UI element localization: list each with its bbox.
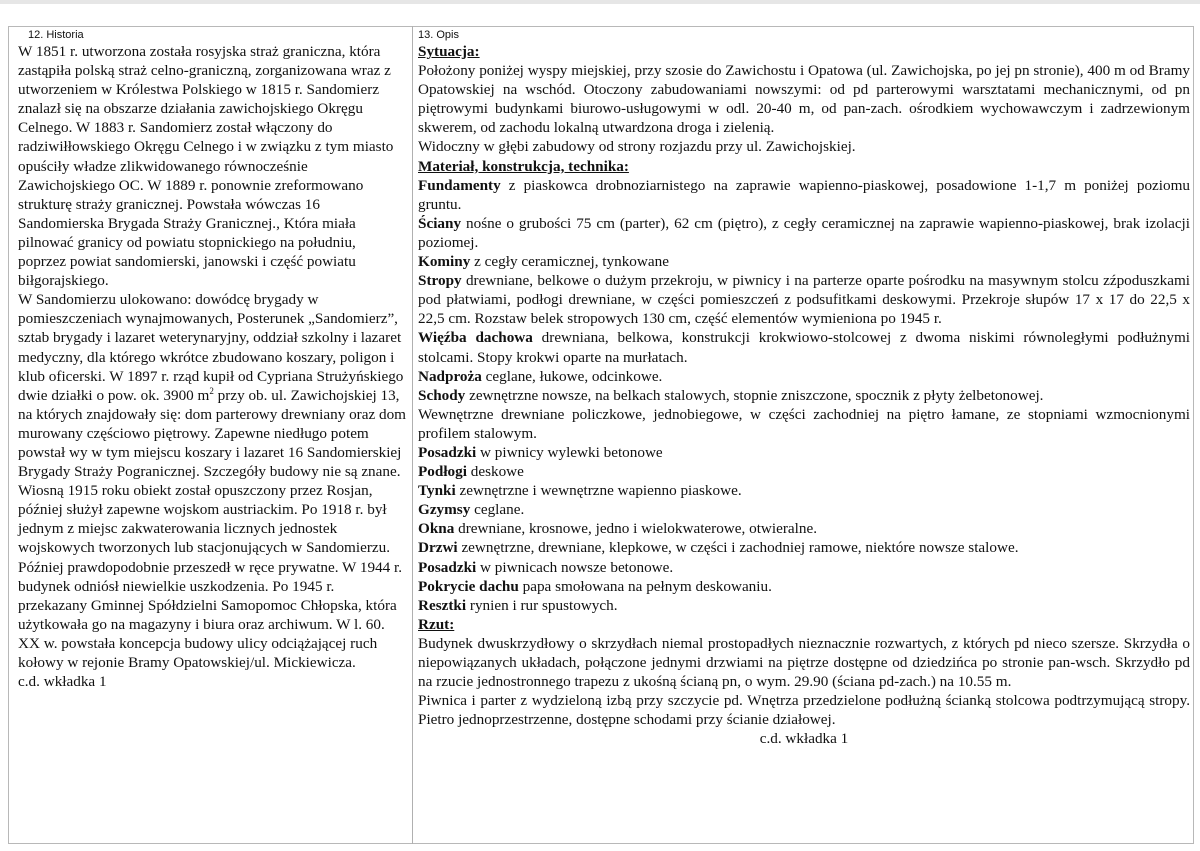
construction-item-text: rynien i rur spustowych. [466, 596, 618, 614]
construction-item-term: Drzwi [418, 539, 458, 557]
construction-item [418, 176, 1190, 214]
construction-item-term: Nadproża [418, 367, 482, 385]
construction-item-text: drewniana, belkowa, konstrukcji krokwiowo-stolcowej z dwoma niskimi równoległymi podłużnymi stolcami. Stopy krokwi oparte na murłatach. [418, 329, 1191, 366]
construction-item [418, 462, 1190, 481]
plan-text-1: Budynek dwuskrzydłowy o skrzydłach niemal prostopadłych nieznacznie rozwartych, z których pd nieco szersze. Skrzydła o niepowiązanych układach, połączone jednymi drzwiami na piętrze dostępne od dziedzińca po stronie pan-wsch. Skrzydło pd na rzucie jednostronnego trapezu z ukośną ścianą pn, o wym. 29.90 (ściana pd-zach.) na 10.55 m. [418, 634, 1190, 691]
construction-item-term: Pokrycie dachu [418, 577, 519, 595]
plan-heading: Rzut: [418, 615, 455, 633]
history-paragraph-2 [18, 290, 406, 672]
construction-item-term: Gzymsy [418, 501, 471, 519]
construction-item-text: zewnętrzne, drewniane, klepkowe, w części i zachodniej ramowe, niektóre nowsze stalowe. [457, 539, 1019, 557]
construction-item-term: Podłogi [418, 463, 467, 481]
construction-item-text: Wewnętrzne drewniane policzkowe, jednobiegowe, w części zachodniej na piętro łamane, ze stopniami wzmocnionymi profilem stalowym. [418, 405, 1190, 442]
construction-item [418, 252, 1190, 271]
construction-item-text: z piaskowca drobnoziarnistego na zaprawie wapienno-piaskowej, posadowione 1-1,7 m poniżej poziomu gruntu. [418, 176, 1190, 213]
construction-item [418, 538, 1190, 557]
history-paragraph-2-part-b: przy ob. ul. Zawichojskiej 13, na których znajdowały się: dom parterowy drewniany oraz dom murowany częściowo piętrowy. Zapewne niedługo potem powstał wy w tym miejscu koszary i lazaret 16 Sandomierskiej Brygady Straży Pogranicznej. Szczegóły budowy nie są znane. Wiosną 1915 roku obiekt został opuszczony przez Rosjan, później służył zapewne wojskom austriackim. Po 1918 r. był jednym z miejsc zakwaterowania licznych jednostek wojskowych tworzonych lub stacjonujących w Sandomierzu. Później prawdopodobnie przeszedł w ręce prywatne. W 1944 r. budynek odniósł niewielkie uszkodzenia. Po 1945 r. przekazany Gminnej Spółdzielni Samopomoc Chłopska, która użytkowała go na magazyny i biura oraz archiwum. W l. 60. XX w. powstała koncepcja budowy ulicy odciążającej ruch kołowy w rejonie Bramy Opatowskiej/ul. Mickiewicza. [18, 386, 407, 671]
situation-text-1: Położony poniżej wyspy miejskiej, przy szosie do Zawichostu i Opatowa (ul. Zawichojska, po jej pn stronie), 400 m od Bramy Opatowskiej na wschód. Otoczony zabudowaniami nowszymi: od pd parterowymi warsztatami mechanicznymi, od pn piętrowymi budynkami biurowo-usługowymi w odl. 20-40 m, od pan-zach. ośrodkiem wychowawczym i zadrzewionym skwerem, od zachodu lokalną utwardzona droga i zielenią. [418, 62, 1190, 137]
construction-item-text: z cegły ceramicznej, tynkowane [470, 253, 669, 271]
history-continued: c.d. wkładka 1 [18, 673, 107, 691]
description-text [418, 42, 1190, 748]
construction-item-text: deskowe [466, 463, 524, 481]
construction-item-term: Stropy [418, 272, 462, 290]
construction-item-text: nośne o grubości 75 cm (parter), 62 cm (piętro), z cegły ceramicznej na zaprawie wapienno-piaskowej, brak izolacji poziomej. [418, 214, 1190, 251]
construction-item [418, 500, 1190, 519]
construction-item-term: Fundamenty [418, 176, 501, 194]
construction-item-term: Schody [418, 386, 466, 404]
construction-item [418, 367, 1190, 386]
construction-item-term: Ściany [418, 214, 462, 232]
construction-item [418, 558, 1190, 577]
construction-item-term: Tynki [418, 482, 456, 500]
construction-item-text: papa smołowana na pełnym deskowaniu. [518, 577, 772, 595]
construction-item [418, 271, 1190, 328]
construction-item-term: Resztki [418, 596, 467, 614]
column-divider [412, 26, 413, 844]
history-text [18, 42, 406, 691]
plan-text-2: Piwnica i parter z wydzieloną izbą przy szczycie pd. Wnętrza przedzielone podłużną ścianką stolcowa podtrzymującą stropy. Pietro jednoprzestrzenne, dostępne schodami przy ścianie działowej. [418, 692, 1190, 729]
construction-item-text: zewnętrzne i wewnętrzne wapienno piaskowe. [455, 482, 742, 500]
construction-list [418, 176, 1190, 615]
history-header: 12. Historia [28, 29, 84, 41]
construction-item [418, 386, 1190, 405]
history-paragraph-1: W 1851 r. utworzona została rosyjska straż graniczna, która zastąpiła polską straż celno-graniczną, zorganizowana wraz z utworzeniem w Królestwa Polskiego w 1815 r. Sandomierz znalazł się na obszarze działania zawichojskiego Okręgu Celnego. W 1883 r. Sandomierz został włączony do radziwiłłowskiego Okręgu Celnego i w związku z tym miasto opuściły władze zlikwidowanego równocześnie Zawichojskiego OC. W 1889 r. ponownie zreformowano strukturę straży granicznej. Powstała wówczas 16 Sandomierska Brygada Straży Granicznej., Która miała pilnować granicy od powiatu stopnickiego na południu, poprzez powiat sandomierski, janowski i część powiatu biłgorajskiego. [18, 43, 394, 290]
construction-item-term: Posadzki [418, 443, 477, 461]
construction-item-term: Okna [418, 520, 455, 538]
construction-item [418, 596, 1190, 615]
situation-heading: Sytuacja: [418, 43, 480, 60]
construction-item-text: drewniane, krosnowe, jedno i wielokwaterowe, otwieralne. [454, 520, 818, 538]
construction-item-term: Posadzki [418, 558, 477, 576]
description-header: 13. Opis [418, 29, 459, 41]
construction-heading: Materiał, konstrukcja, technika: [418, 157, 629, 175]
history-column [18, 29, 406, 691]
construction-item [418, 443, 1190, 462]
construction-item [418, 214, 1190, 252]
construction-item [418, 405, 1190, 443]
situation-text-2: Widoczny w głębi zabudowy od strony rozjazdu przy ul. Zawichojskiej. [418, 138, 856, 156]
construction-item-text: zewnętrzne nowsze, na belkach stalowych, stopnie zniszczone, spocznik z płyty żelbetonowej. [465, 386, 1044, 404]
construction-item-term: Kominy [418, 253, 471, 271]
history-paragraph-2-part-a: W Sandomierzu ulokowano: dowódcę brygady w pomieszczeniach wynajmowanych, Posterunek „Sandomierz”, sztab brygady i lazaret weterynaryjny, oddział szkolny i lazaret medyczny, dla którego wkrótce zbudowano koszary, poligon i klub oficerski. W 1897 r. rząd kupił od Cypriana Strużyńskiego dwie działki o pow. ok. 3900 m [18, 291, 404, 404]
description-column [418, 29, 1190, 748]
construction-item-text: w piwnicach nowsze betonowe. [476, 558, 674, 576]
description-continued: c.d. wkładka 1 [759, 730, 849, 748]
construction-item-text: drewniane, belkowe o dużym przekroju, w piwnicy i na parterze oparte pośrodku na masywnym stolcu zźpoduszkami pod płatwiami, podłogi drewniane, w części pomieszczeń z podsufitkami deskowymi. Przekroje słupów 17 x 17 do 22,5 x 22,5 cm. Rozstaw belek stropowych 130 cm, część elementów wymieniona po 1945 r. [418, 272, 1190, 328]
construction-item-text: ceglane. [470, 501, 525, 519]
construction-item-term: Więźba dachowa [418, 329, 533, 347]
area-unit-superscript: 2 [209, 385, 214, 396]
construction-item-text: w piwnicy wylewki betonowe [476, 443, 663, 461]
construction-item [418, 481, 1190, 500]
top-scan-edge [0, 0, 1200, 4]
construction-item [418, 577, 1190, 596]
construction-item [418, 328, 1190, 366]
construction-item-text: ceglane, łukowe, odcinkowe. [481, 367, 663, 385]
construction-item [418, 519, 1190, 538]
